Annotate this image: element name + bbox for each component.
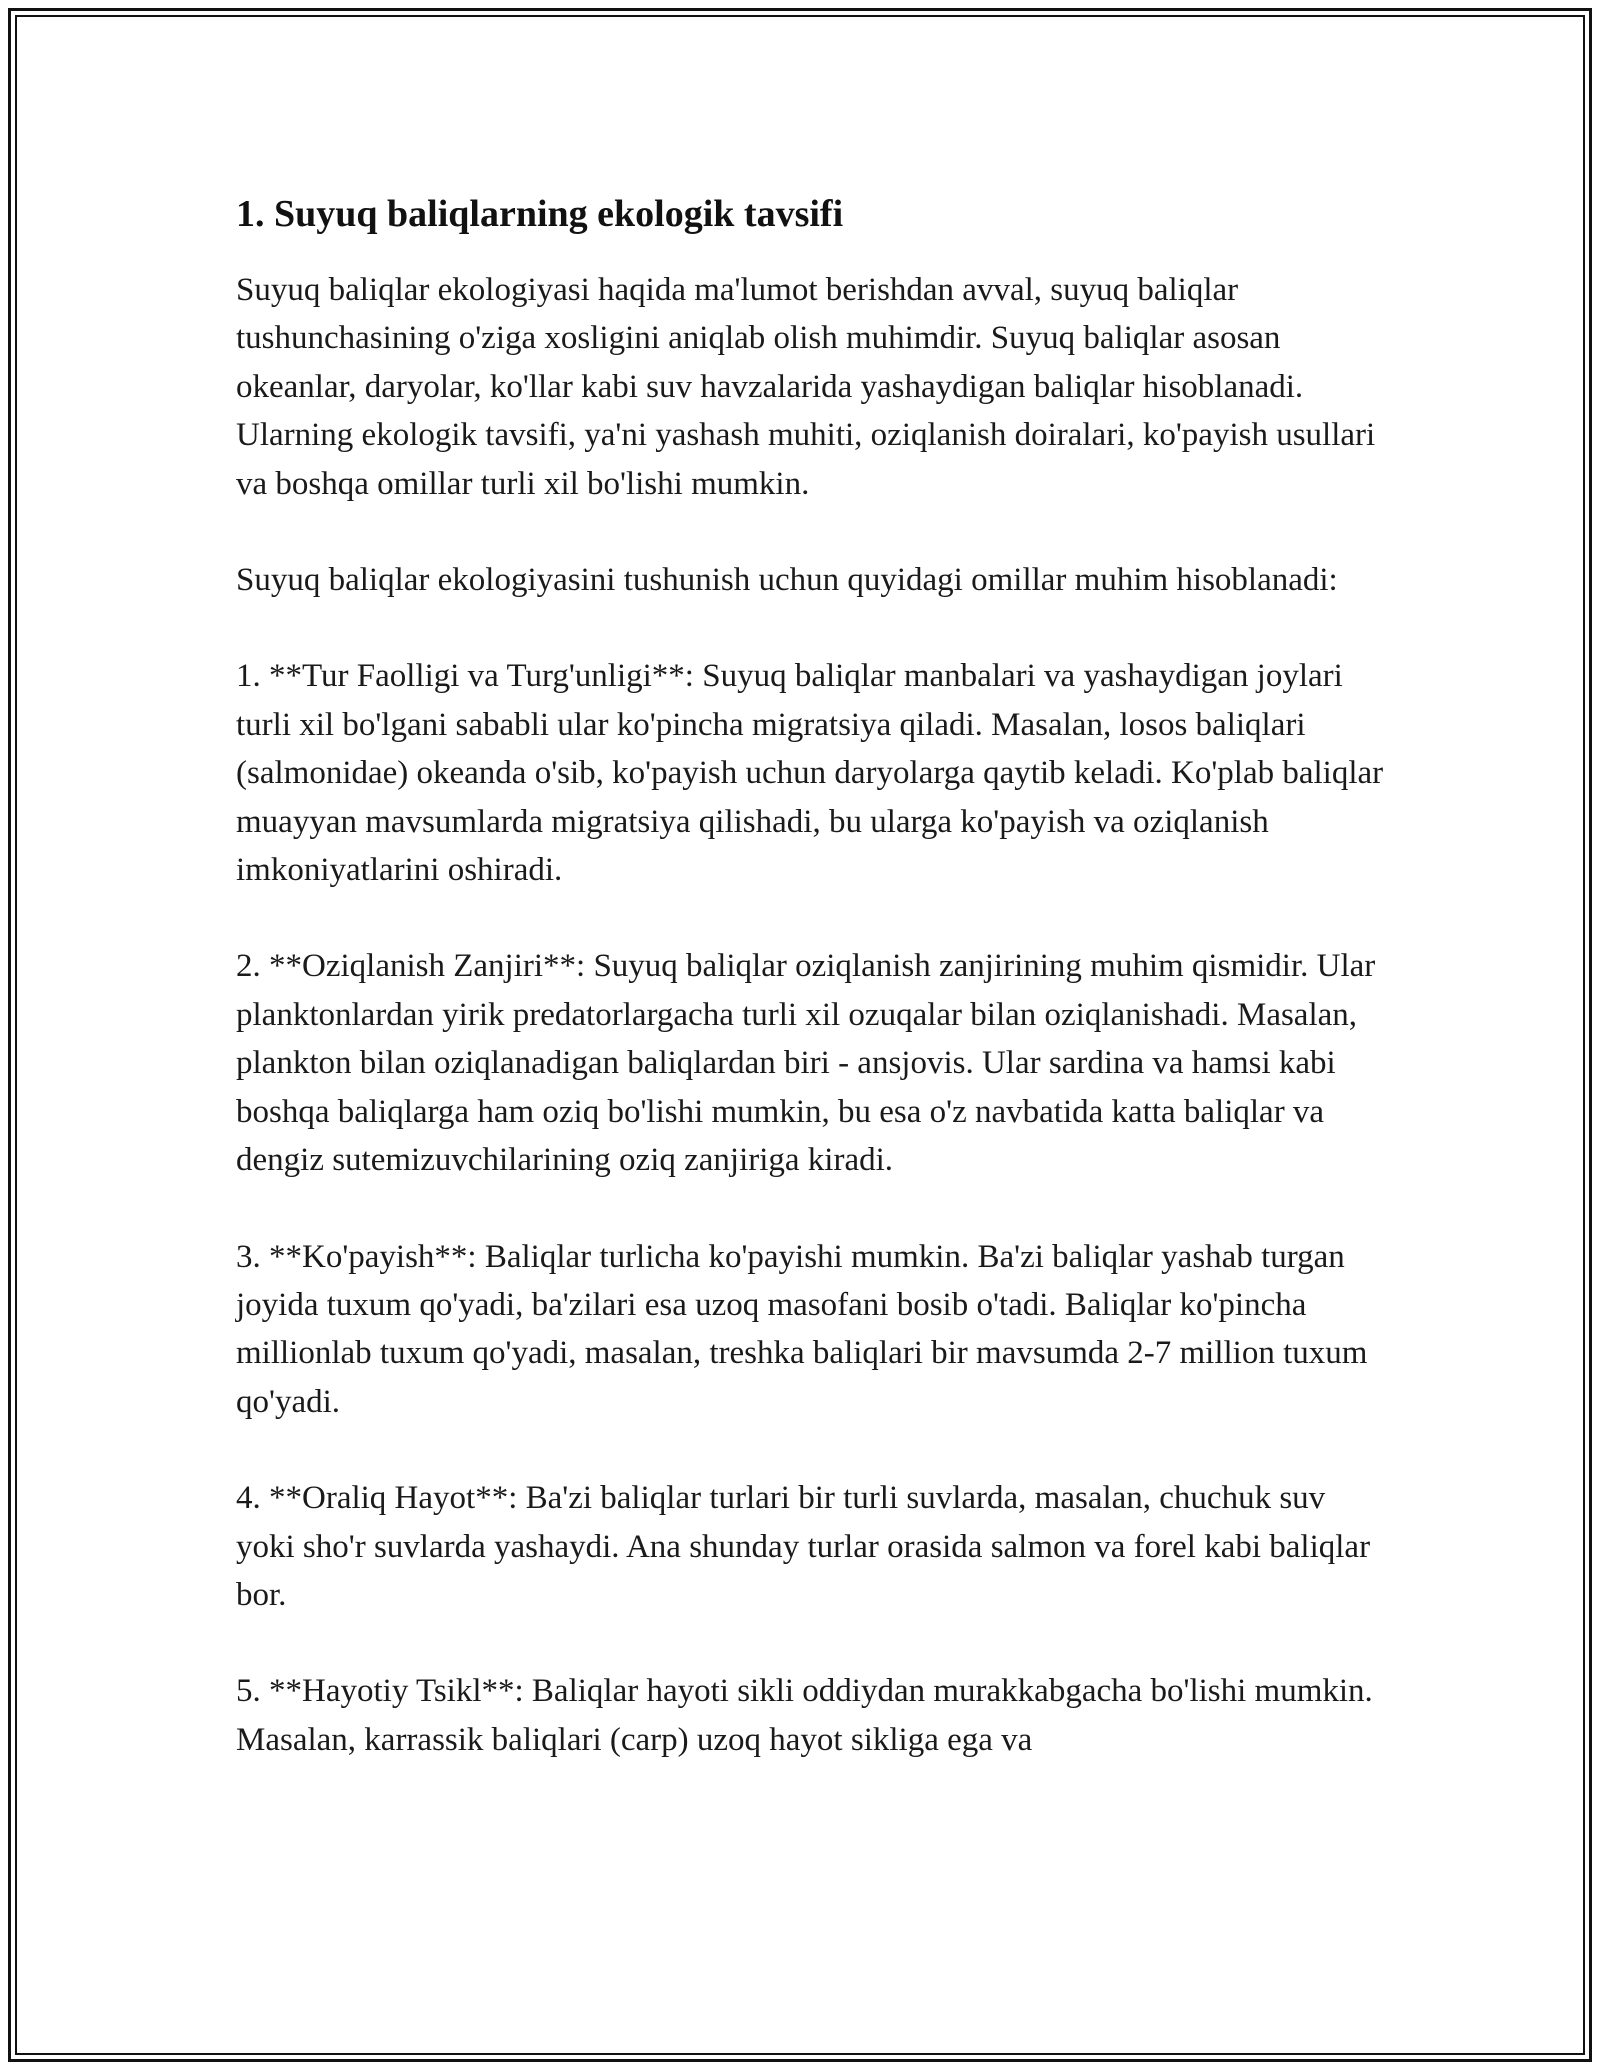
paragraph-factors-lead: Suyuq baliqlar ekologiyasini tushunish uchun quyidagi omillar muhim hisoblanadi:: [236, 562, 1338, 599]
paragraph-item-4: 4. **Oraliq Hayot**: Ba'zi baliqlar turlari bir turli suvlarda, masalan, chuchuk suv yoki sho'r suvlarda yashaydi. Ana shunday turlar orasida salmon va forel kabi baliqlar bor.: [236, 1480, 1371, 1613]
section-title: 1. Suyuq baliqlarning ekologik tavsifi: [236, 193, 844, 235]
paragraph-item-5: 5. **Hayotiy Tsikl**: Baliqlar hayoti sikli oddiydan murakkabgacha bo'lishi mumkin. Masalan, karrassik baliqlari (carp) uzoq hayot sikliga ega va: [236, 1673, 1373, 1758]
paragraph-intro: Suyuq baliqlar ekologiyasi haqida ma'lumot berishdan avval, suyuq baliqlar tushunchasining o'ziga xosligini aniqlab olish muhimdir. Suyuq baliqlar asosan okeanlar, daryolar, ko'llar kabi suv havzalarida yashaydigan baliqlar hisoblanadi. Ularning ekologik tavsifi, ya'ni yashash muhiti, oziqlanish doiralari, ko'payish usullari va boshqa omillar turli xil bo'lishi mumkin.: [236, 272, 1376, 502]
document-body: [236, 190, 1386, 1812]
paragraph-item-2: 2. **Oziqlanish Zanjiri**: Suyuq baliqlar oziqlanish zanjirining muhim qismidir. Ular planktonlardan yirik predatorlargacha turli xil ozuqalar bilan oziqlanishadi. Masalan, plankton bilan oziqlanadigan baliqlardan biri - ansjovis. Ular sardina va hamsi kabi boshqa baliqlarga ham oziq bo'lishi mumkin, bu esa o'z navbatida katta baliqlar va dengiz sutemizuvchilarining oziq zanjiriga kiradi.: [236, 948, 1376, 1179]
paragraph-item-1: 1. **Tur Faolligi va Turg'unligi**: Suyuq baliqlar manbalari va yashaydigan joylari turli xil bo'lgani sababli ular ko'pincha migratsiya qiladi. Masalan, losos baliqlari (salmonidae) okeanda o'sib, ko'payish uchun daryolarga qaytib keladi. Ko'plab baliqlar muayyan mavsumlarda migratsiya qilishadi, bu ularga ko'payish va oziqlanish imkoniyatlarini oshiradi.: [236, 658, 1384, 889]
paragraph-item-3: 3. **Ko'payish**: Baliqlar turlicha ko'payishi mumkin. Ba'zi baliqlar yashab turgan joyida tuxum qo'yadi, ba'zilari esa uzoq masofani bosib o'tadi. Baliqlar ko'pincha millionlab tuxum qo'yadi, masalan, treshka baliqlari bir mavsumda 2-7 million tuxum qo'yadi.: [236, 1238, 1368, 1420]
